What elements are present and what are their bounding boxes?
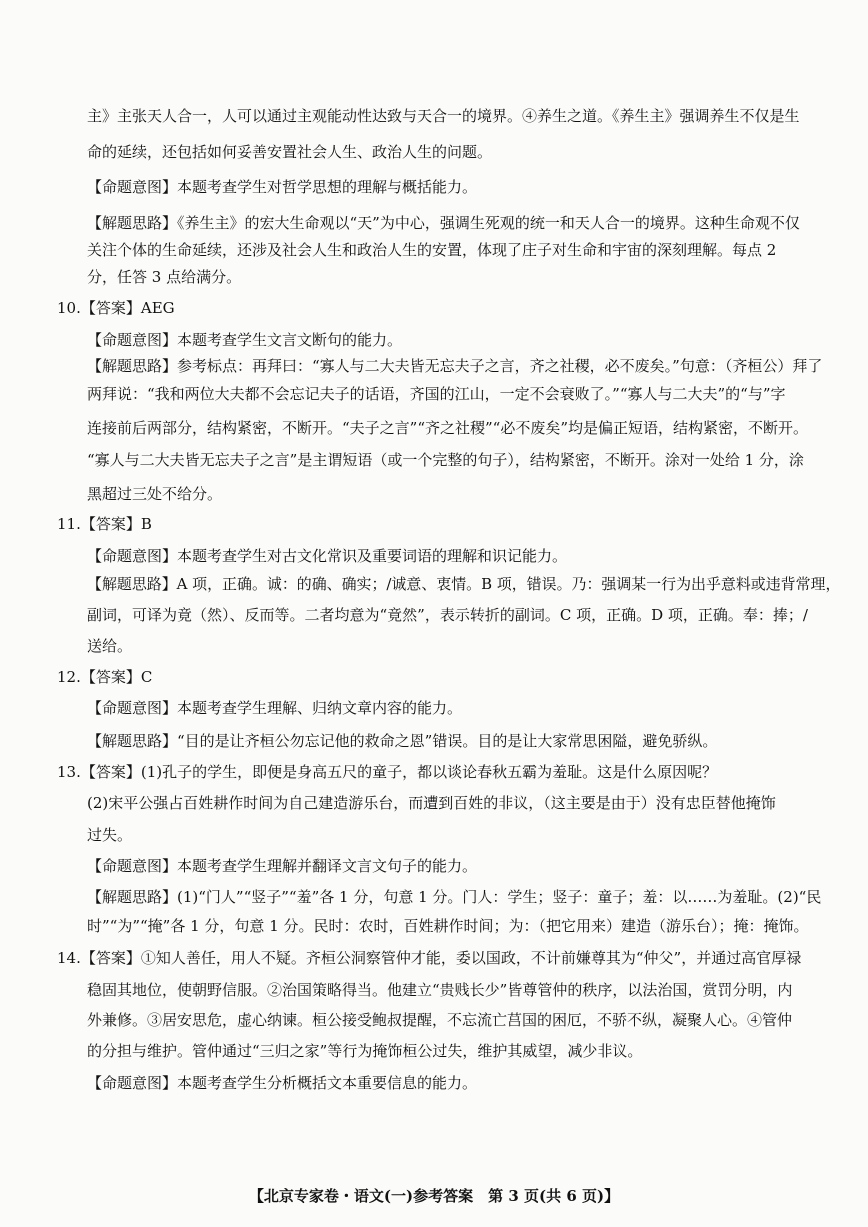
- text-line: (2)宋平公强占百姓耕作时间为自己建造游乐台，而遭到百姓的非议，（这主要是由于）没有忠臣替他掩饰: [87, 794, 776, 812]
- text-line: 稳固其地位，使朝野信服。②治国策略得当。他建立“贵贱长少”皆尊管仲的秩序，以法治国，赏罚分明，内: [87, 981, 793, 999]
- text-line: 【命题意图】本题考查学生文言文断句的能力。: [87, 331, 403, 349]
- text-line: 副词，可译为竟（然）、反而等。二者均意为“竟然”，表示转折的副词。C 项，正确。D 项，正确。奉：捧；/: [87, 606, 808, 624]
- text-line: 分，任答 3 点给满分。: [87, 268, 242, 286]
- text-line: 【命题意图】本题考查学生对古文化常识及重要词语的理解和识记能力。: [87, 547, 568, 565]
- text-line: 【命题意图】本题考查学生分析概括文本重要信息的能力。: [87, 1074, 478, 1092]
- text-line: 【解题思路】A 项，正确。诚：的确、确实；/诚意、衷情。B 项，错误。乃：强调某一行为出乎意料或违背常理，: [87, 575, 841, 593]
- page-footer: 【北京专家卷・语文(一)参考答案 第 3 页(共 6 页)】: [248, 1187, 620, 1205]
- question-header-14: 14.【答案】①知人善任，用人不疑。齐桓公洞察管仲才能，委以国政，不计前嫌尊其为“仲父”，并通过高官厚禄: [57, 949, 802, 967]
- text-line: 两拜说：“我和两位大夫都不会忘记夫子的话语，齐国的江山，一定不会衰败了。”“寡人与二大夫”的“与”字: [87, 385, 786, 403]
- text-line: 的分担与维护。管仲通过“三归之家”等行为掩饰桓公过失，维护其威望，减少非议。: [87, 1042, 643, 1060]
- text-line: 外兼修。③居安思危，虚心纳谏。桓公接受鲍叔提醒，不忘流亡莒国的困厄，不骄不纵，凝聚人心。④管仲: [87, 1011, 793, 1029]
- text-line: 【解题思路】参考标点：再拜曰：“寡人与二大夫皆无忘夫子之言，齐之社稷，必不废矣。”句意：（齐桓公）拜了: [87, 357, 823, 375]
- text-line: 命的延续，还包括如何妥善安置社会人生、政治人生的问题。: [87, 143, 493, 161]
- question-header-10: 10.【答案】AEG: [57, 299, 175, 317]
- text-line: 黑超过三处不给分。: [87, 485, 223, 503]
- text-line: 【命题意图】本题考查学生对哲学思想的理解与概括能力。: [87, 178, 478, 196]
- question-header-11: 11.【答案】B: [57, 515, 152, 533]
- text-line: 【命题意图】本题考查学生理解并翻译文言文句子的能力。: [87, 857, 478, 875]
- text-line: 过失。: [87, 826, 133, 844]
- text-line: 时”“为”“掩”各 1 分，句意 1 分。民时：农时，百姓耕作时间；为：（把它用来）建造（游乐台）；掩：掩饰。: [87, 917, 809, 935]
- text-line: 主》主张天人合一，人可以通过主观能动性达致与天合一的境界。④养生之道。《养生主》强调养生不仅是生: [87, 107, 800, 125]
- text-line: “寡人与二大夫皆无忘夫子之言”是主谓短语（或一个完整的句子），结构紧密，不断开。涂对一处给 1 分，涂: [87, 451, 804, 469]
- question-header-13: 13.【答案】(1)孔子的学生，即便是身高五尺的童子，都以谈论春秋五霸为羞耻。这是什么原因呢？: [57, 763, 718, 781]
- text-line: 关注个体的生命延续，还涉及社会人生和政治人生的安置，体现了庄子对生命和宇宙的深刻理解。每点 2: [87, 241, 777, 259]
- text-line: 【解题思路】(1)“门人”“竖子”“羞”各 1 分，句意 1 分。门人：学生；竖子：童子；羞：以……为羞耻。(2)“民: [87, 888, 822, 906]
- text-line: 送给。: [87, 637, 133, 655]
- text-line: 【解题思路】《养生主》的宏大生命观以“天”为中心，强调生死观的统一和天人合一的境界。这种生命观不仅: [87, 214, 800, 232]
- text-line: 【命题意图】本题考查学生理解、归纳文章内容的能力。: [87, 699, 463, 717]
- question-header-12: 12.【答案】C: [57, 668, 153, 686]
- text-line: 【解题思路】“目的是让齐桓公勿忘记他的救命之恩”错误。目的是让大家常思困隘，避免骄纵。: [87, 732, 718, 750]
- text-line: 连接前后两部分，结构紧密，不断开。“夫子之言”“齐之社稷”“必不废矣”均是偏正短语，结构紧密，不断开。: [87, 419, 809, 437]
